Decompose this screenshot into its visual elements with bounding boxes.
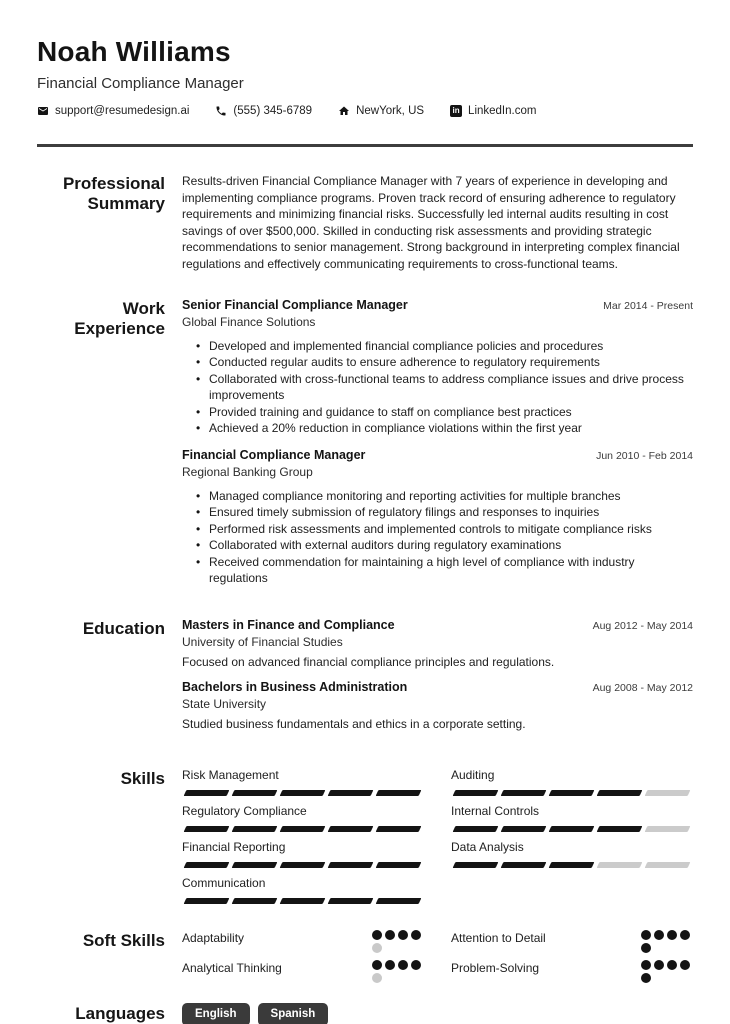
section-heading-languages [0,1003,165,1024]
job-bullet-list [182,488,693,587]
heading-line: Professional [62,174,165,193]
language-pills [182,1003,693,1024]
degree-dates: Aug 2008 - May 2012 [592,681,693,694]
skill-name: Risk Management [182,767,279,782]
soft-skill-item [451,930,693,953]
job-bullet-list [182,338,693,437]
skill-item [451,804,693,832]
degree-school: State University [182,696,267,711]
contact-email[interactable] [37,105,189,117]
contact-location [338,105,424,117]
education-entry [182,618,693,669]
skill-rating-bar [451,862,693,868]
skill-item [182,804,424,832]
job-bullet: • Conducted regular audits to ensure adherence to regulatory requirements [196,354,693,371]
job-company: Global Finance Solutions [182,314,316,329]
heading-line: Work [122,298,165,318]
skill-rating-bar [451,826,693,832]
job-bullet: • Developed and implemented financial compliance policies and procedures [196,338,693,355]
degree-dates: Aug 2012 - May 2014 [592,619,693,632]
skill-item [451,768,693,796]
soft-skill-item [182,930,424,953]
education-entry-header [182,618,693,632]
skill-name: Data Analysis [451,839,524,854]
soft-skill-name: Analytical Thinking [182,960,282,975]
resume-header [0,0,730,117]
contact-linkedin-text: LinkedIn.com [468,105,537,117]
job-bullet: • Provided training and guidance to staff on compliance best practices [196,404,693,421]
contact-phone[interactable] [215,105,312,117]
skill-rating-bar [182,790,424,796]
skill-item [182,840,424,868]
skill-name: Internal Controls [451,803,540,818]
heading-line: Skills [120,768,165,788]
phone-icon [215,105,227,117]
job-bullet: • Achieved a 20% reduction in compliance violations within the first year [196,420,693,437]
section-heading-work-experience [0,298,165,598]
skill-item [451,840,693,868]
skill-item [182,768,424,796]
language-badge: English [182,1003,250,1024]
skill-name: Regulatory Compliance [182,803,307,818]
section-heading-education [0,618,165,742]
job-bullet: • Collaborated with external auditors during regulatory examinations [196,537,693,554]
degree-description: Focused on advanced financial compliance principles and regulations. [182,654,555,669]
language-badge: Spanish [258,1003,329,1024]
heading-line: Summary [87,194,165,214]
heading-line: Soft Skills [82,930,165,950]
header-divider [37,144,693,147]
job-company: Regional Banking Group [182,464,313,479]
job-bullet: • Received commendation for maintaining a high level of compliance with industry regulations [196,554,693,587]
skill-name: Communication [182,875,266,890]
soft-skill-name: Attention to Detail [451,930,546,945]
contact-row [37,105,693,117]
heading-line: Education [82,618,165,638]
section-soft-skills [0,930,730,990]
section-education [0,618,730,742]
contact-linkedin[interactable] [450,105,536,117]
job-bullet: • Managed compliance monitoring and reporting activities for multiple branches [196,488,693,505]
section-professional-summary [0,173,730,273]
soft-skills-column-left [182,930,424,990]
soft-skill-rating-dots [641,960,693,983]
skill-item [182,876,424,904]
heading-line: Experience [74,318,165,338]
soft-skill-rating-dots [641,930,693,953]
contact-email-text: support@resumedesign.ai [55,105,190,117]
summary-text: Results-driven Financial Compliance Manager with 7 years of experience in developing and implementing compliance programs. Proven track record of ensuring adherence to regulatory requirements and minimizing financial risks. Successfully led internal audits resulting in cost savings of over $500,000. Skilled in conducting risk assessments and providing strategic recommendations to senior management. Strong background in interpreting complex financial regulations and effectively communicating requirements to cross-functional teams. [182,174,680,271]
section-heading-skills [0,768,165,912]
degree-description: Studied business fundamentals and ethics in a corporate setting. [182,716,526,731]
job-title: Senior Financial Compliance Manager [182,297,408,312]
section-languages [0,1003,730,1024]
degree-school: University of Financial Studies [182,634,343,649]
soft-skill-item [182,960,424,983]
soft-skills-column-right [451,930,693,990]
soft-skill-name: Adaptability [182,930,245,945]
job-entry [182,448,693,587]
person-name: Noah Williams [37,36,231,67]
section-work-experience [0,298,730,598]
education-entry-header [182,680,693,694]
home-icon [338,105,350,117]
person-title: Financial Compliance Manager [37,75,244,92]
soft-skill-item [451,960,693,983]
contact-location-text: NewYork, US [356,105,425,117]
skill-name: Financial Reporting [182,839,286,854]
skill-rating-bar [182,826,424,832]
education-entry [182,680,693,731]
education-entries [182,618,693,742]
job-entry-header [182,298,693,312]
skill-rating-bar [182,898,424,904]
degree-title: Bachelors in Business Administration [182,679,408,694]
skills-column-right [451,768,693,876]
experience-entries [182,298,693,598]
job-entry-header [182,448,693,462]
heading-line: Languages [75,1003,165,1023]
soft-skills-grid [182,930,693,990]
job-bullet: • Collaborated with cross-functional teams to address compliance issues and drive process improvements [196,371,693,404]
degree-title: Masters in Finance and Compliance [182,617,395,632]
soft-skill-rating-dots [372,960,424,983]
section-heading-professional-summary [0,173,165,273]
skill-name: Auditing [451,767,495,782]
skill-rating-bar [182,862,424,868]
job-dates: Jun 2010 - Feb 2014 [596,449,693,462]
section-skills [0,768,730,912]
job-entry [182,298,693,437]
skills-grid [182,768,693,912]
job-dates: Mar 2014 - Present [603,299,693,312]
job-bullet: • Ensured timely submission of regulatory filings and responses to inquiries [196,504,693,521]
job-bullet: • Performed risk assessments and implemented controls to mitigate compliance risks [196,521,693,538]
job-title: Financial Compliance Manager [182,447,366,462]
skills-column-left [182,768,424,912]
contact-phone-text: (555) 345-6789 [233,105,313,117]
linkedin-icon: in [450,105,462,117]
skill-rating-bar [451,790,693,796]
soft-skill-name: Problem-Solving [451,960,540,975]
envelope-icon [37,105,49,117]
section-heading-soft-skills [0,930,165,990]
soft-skill-rating-dots [372,930,424,953]
